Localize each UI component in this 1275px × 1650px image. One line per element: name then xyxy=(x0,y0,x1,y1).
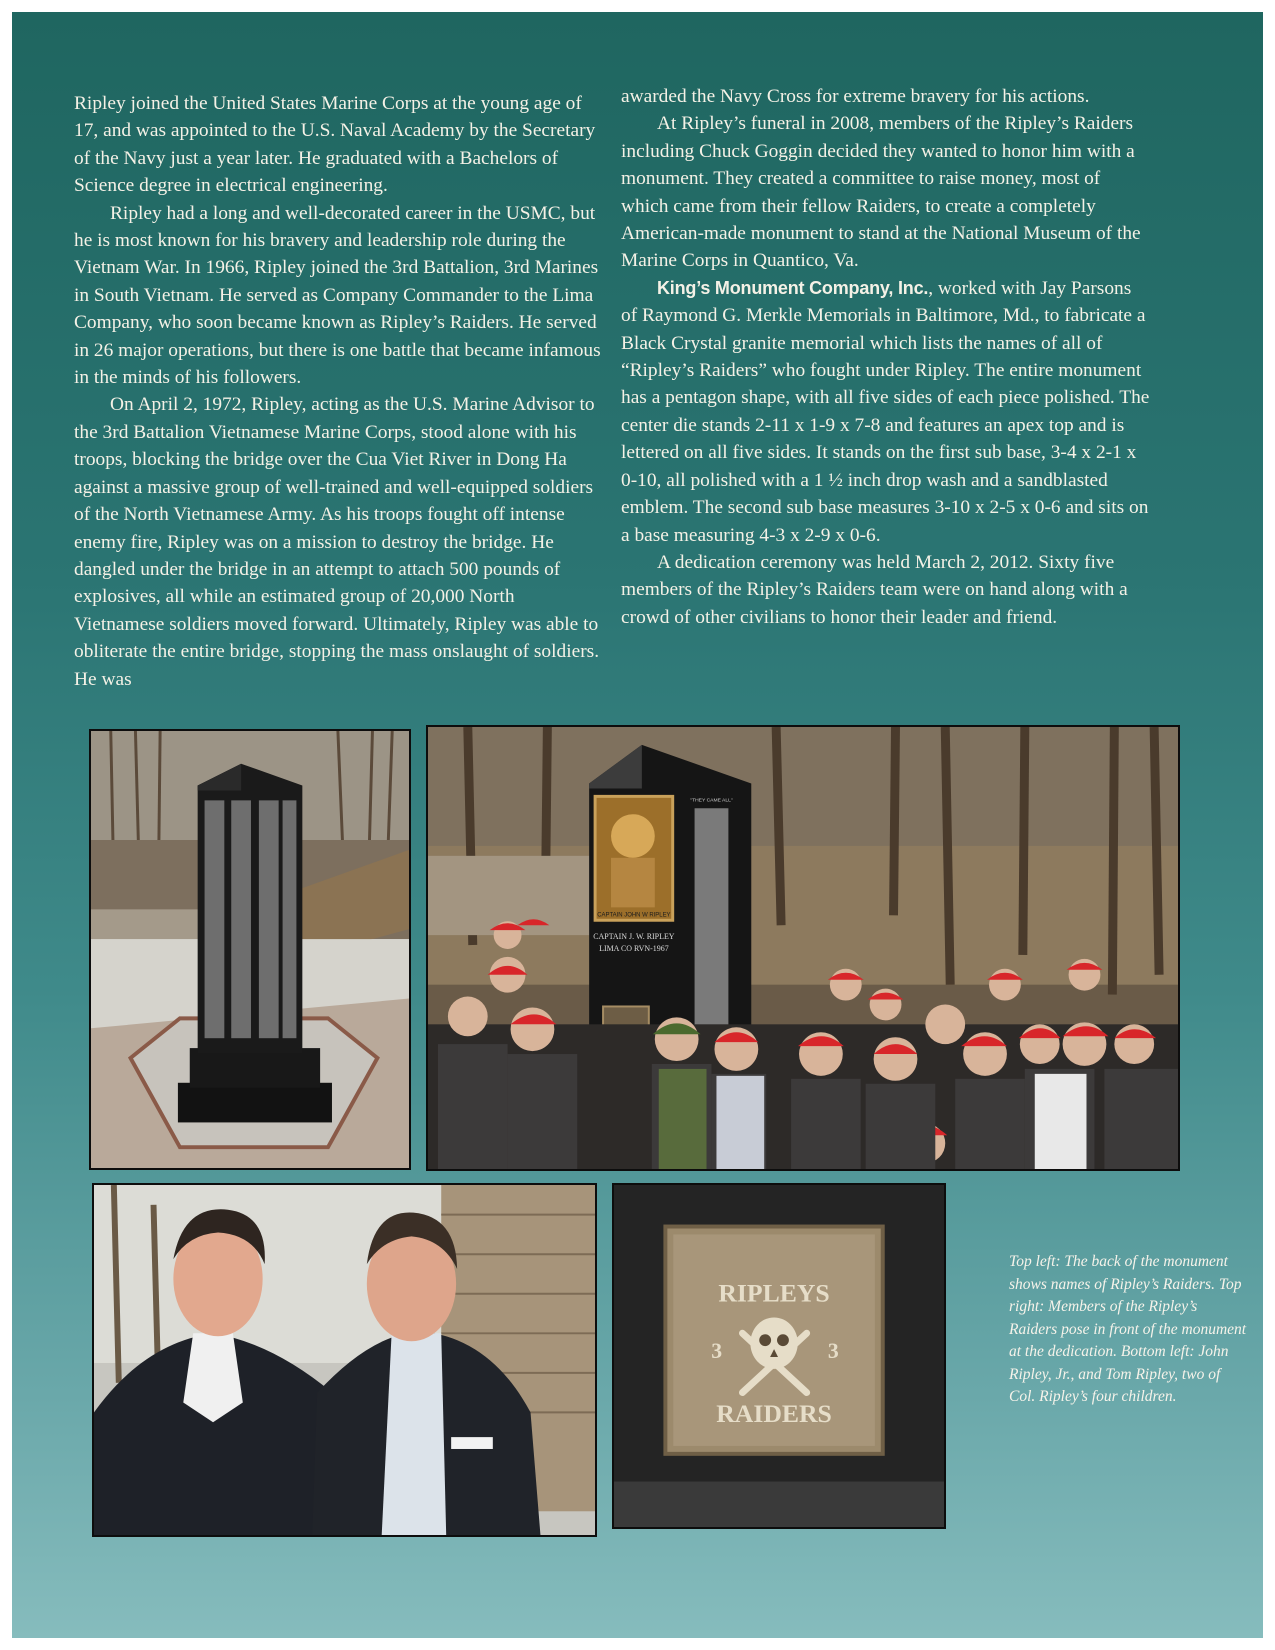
fabrication-text: , worked with Jay Parsons of Raymond G. Merkle Memorials in Baltimore, Md., to fabricate a Black Crystal granite memorial which lists the names of all of “Ripley’s Raiders” who fought under Ripley. The entire monument has a pentagon shape, with all five sides of each piece polished. The center die stands 2-11 x 1-9 x 7-8 and features an apex top and is lettered on all five sides. It stands on the first sub base, 3-4 x 2-1 x 0-10, all polished with a 1 ½ inch drop wash and a sandblasted emblem. The second sub base measures 3-10 x 2-5 x 0-6 and sits on a base measuring 4-3 x 2-9 x 0-6. xyxy=(621,277,1150,546)
company-name: King’s Monument Company, Inc. xyxy=(657,277,929,298)
monument-back-image xyxy=(91,731,409,1168)
emblem-right-mark: 3 xyxy=(827,1338,839,1363)
paragraph-vietnam-service: Ripley had a long and well-decorated career in the USMC, but he is most known for his bravery and leadership role during the Vietnam War. In 1966, Ripley joined the 3rd Battalion, 3rd Marines in South Vietnam. He served as Company Commander to the Lima Company, who soon became known as Ripley’s Raiders. He served in 26 major operations, but there is one battle that became infamous in the minds of his followers. xyxy=(74,202,601,389)
magazine-page xyxy=(12,12,1263,1638)
emblem-left-mark: 3 xyxy=(711,1338,723,1363)
photo-raiders-emblem xyxy=(612,1183,946,1529)
monument-inscription-name: CAPTAIN J. W. RIPLEY xyxy=(593,932,675,942)
photo-dedication-crowd xyxy=(426,725,1180,1171)
photo-monument-back xyxy=(89,729,411,1170)
paragraph-navy-cross: awarded the Navy Cross for extreme bravery for his actions. xyxy=(621,86,1090,107)
raiders-emblem-image xyxy=(614,1185,944,1527)
monument-inscription-unit: LIMA CO RVN-1967 xyxy=(599,943,669,953)
emblem-top-text: RIPLEYS xyxy=(718,1278,830,1308)
photo-caption: Top left: The back of the monument shows names of Ripley’s Raiders. Top right: Members of the Ripley’s Raiders pose in front of the monument at the dedication. Bottom left: John Ripley, Jr., and Tom Ripley, two of Col. Ripley’s four children. xyxy=(1009,1253,1247,1405)
article-left-column xyxy=(74,90,602,693)
photo-ripley-sons xyxy=(92,1183,597,1537)
monument-names-header: "THEY CAME ALL" xyxy=(690,798,733,804)
paragraph-monument-fabrication xyxy=(621,275,1151,549)
paragraph-funeral: At Ripley’s funeral in 2008, members of the Ripley’s Raiders including Chuck Goggin decided they wanted to honor him with a monument. They created a committee to raise money, most of which came from their fellow Raiders, to create a completely American-made monument to stand at the National Museum of the Marine Corps in Quantico, Va. xyxy=(621,113,1141,272)
paragraph-dedication: A dedication ceremony was held March 2, 2012. Sixty five members of the Ripley’s Raiders team were on hand along with a crowd of other civilians to honor their leader and friend. xyxy=(621,551,1128,628)
dedication-crowd-image xyxy=(428,727,1178,1169)
article-right-column xyxy=(621,83,1151,631)
ripley-sons-image xyxy=(94,1185,595,1535)
paragraph-bridge-battle: On April 2, 1972, Ripley, acting as the U.S. Marine Advisor to the 3rd Battalion Vietnamese Marine Corps, stood alone with his troops, blocking the bridge over the Cua Viet River in Dong Ha against a massive group of well-trained and well-equipped soldiers of the North Vietnamese Army. As his troops fought off intense enemy fire, Ripley was on a mission to destroy the bridge. He dangled under the bridge in an attempt to attach 500 pounds of explosives, all while an estimated group of 20,000 North Vietnamese soldiers moved forward. Ultimately, Ripley was able to obliterate the entire bridge, stopping the mass onslaught of soldiers. He was xyxy=(74,394,600,690)
emblem-bottom-text: RAIDERS xyxy=(716,1399,832,1429)
paragraph-early-career: Ripley joined the United States Marine Corps at the young age of 17, and was appointed to the U.S. Naval Academy by the Secretary of the Navy just a year later. He graduated with a Bachelors of Science degree in electrical engineering. xyxy=(74,93,596,197)
portrait-label: CAPTAIN JOHN W RIPLEY xyxy=(597,912,671,919)
